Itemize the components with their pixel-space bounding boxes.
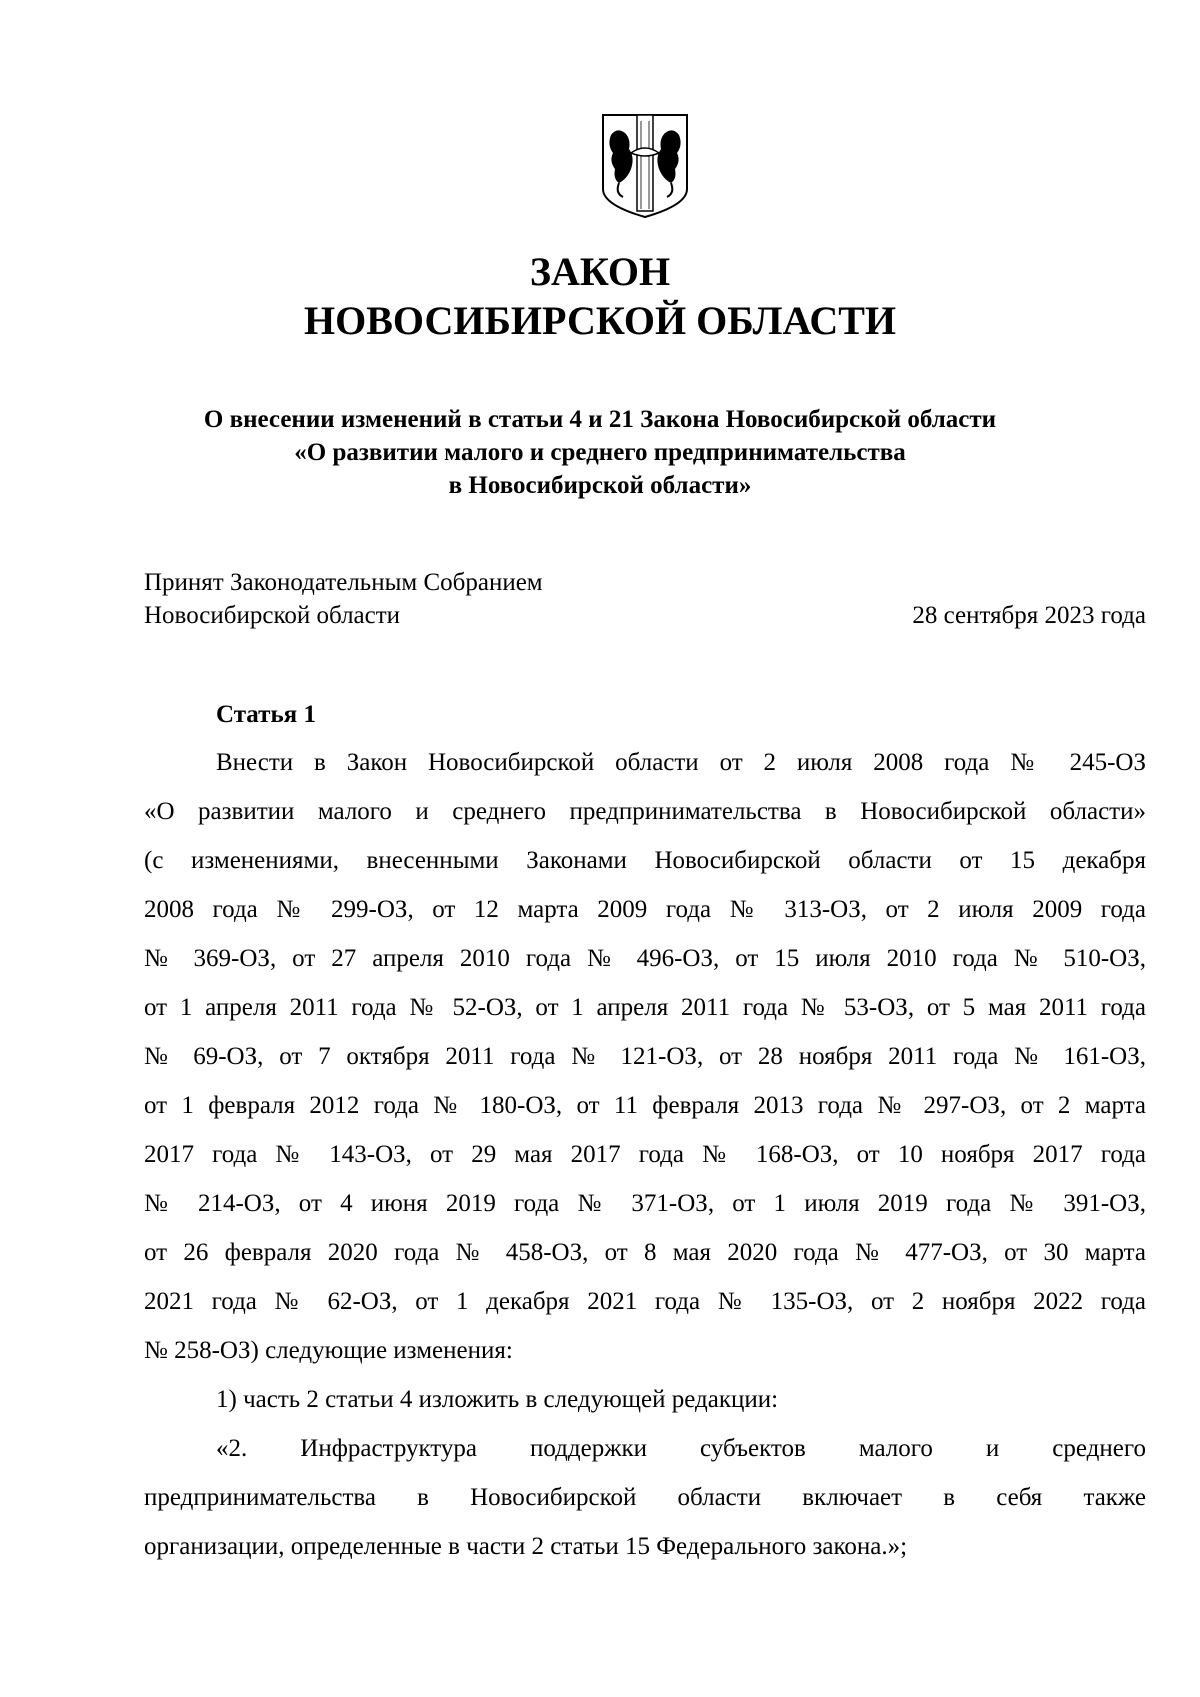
body-text-line: 2021 года № 62-ОЗ, от 1 декабря 2021 года № 135-ОЗ, от 2 ноября 2022 года — [144, 1288, 1146, 1315]
body-text-line: 2017 года № 143-ОЗ, от 29 мая 2017 года № 168-ОЗ, от 10 ноября 2017 года — [144, 1141, 1146, 1168]
body-text-line: предпринимательства в Новосибирской области включает в себя также — [144, 1484, 1146, 1511]
body-text-line: № 369-ОЗ, от 27 апреля 2010 года № 496-ОЗ, от 15 июля 2010 года № 510-ОЗ, — [144, 945, 1146, 972]
body-text-line: 1) часть 2 статьи 4 изложить в следующей редакции: — [216, 1386, 779, 1413]
body-text-line: «2. Инфраструктура поддержки субъектов малого и среднего — [216, 1435, 1146, 1462]
adopted-by-line: Принят Законодательным Собранием — [144, 569, 543, 596]
adopted-by-line: Новосибирской области — [144, 602, 401, 629]
law-subject-line: в Новосибирской области» — [448, 472, 752, 499]
body-text-line: «О развитии малого и среднего предпринимательства в Новосибирской области» — [144, 798, 1146, 825]
article-heading: Статья 1 — [216, 701, 316, 728]
adopted-by — [144, 566, 543, 632]
document-region-title: НОВОСИБИРСКОЙ ОБЛАСТИ — [303, 298, 897, 343]
law-subject-line: О внесении изменений в статьи 4 и 21 Закона Новосибирской области — [203, 406, 997, 433]
adopted-date: 28 сентября 2023 года — [912, 602, 1146, 629]
body-text-line: от 1 апреля 2011 года № 52-ОЗ, от 1 апреля 2011 года № 53-ОЗ, от 5 мая 2011 года — [144, 994, 1146, 1021]
body-text-line: № 258-ОЗ) следующие изменения: — [144, 1337, 513, 1364]
body-text-line: Внести в Закон Новосибирской области от 2 июля 2008 года № 245-ОЗ — [216, 749, 1146, 776]
law-subject-line: «О развитии малого и среднего предпринимательства — [294, 439, 906, 466]
body-text-line: организации, определенные в части 2 статьи 15 Федерального закона.»; — [144, 1533, 908, 1560]
document-type-title: ЗАКОН — [529, 249, 671, 294]
body-text-line: (с изменениями, внесенными Законами Новосибирской области от 15 декабря — [144, 847, 1146, 874]
body-text-line: от 26 февраля 2020 года № 458-ОЗ, от 8 мая 2020 года № 477-ОЗ, от 30 марта — [144, 1239, 1146, 1266]
novosibirsk-coat-of-arms-icon — [601, 113, 689, 219]
body-text-line: № 214-ОЗ, от 4 июня 2019 года № 371-ОЗ, от 1 июля 2019 года № 391-ОЗ, — [144, 1190, 1146, 1217]
body-text-line: 2008 года № 299-ОЗ, от 12 марта 2009 года № 313-ОЗ, от 2 июля 2009 года — [144, 896, 1146, 923]
body-text-line: № 69-ОЗ, от 7 октября 2011 года № 121-ОЗ, от 28 ноября 2011 года № 161-ОЗ, — [144, 1043, 1146, 1070]
body-text-line: от 1 февраля 2012 года № 180-ОЗ, от 11 февраля 2013 года № 297-ОЗ, от 2 марта — [144, 1092, 1146, 1119]
